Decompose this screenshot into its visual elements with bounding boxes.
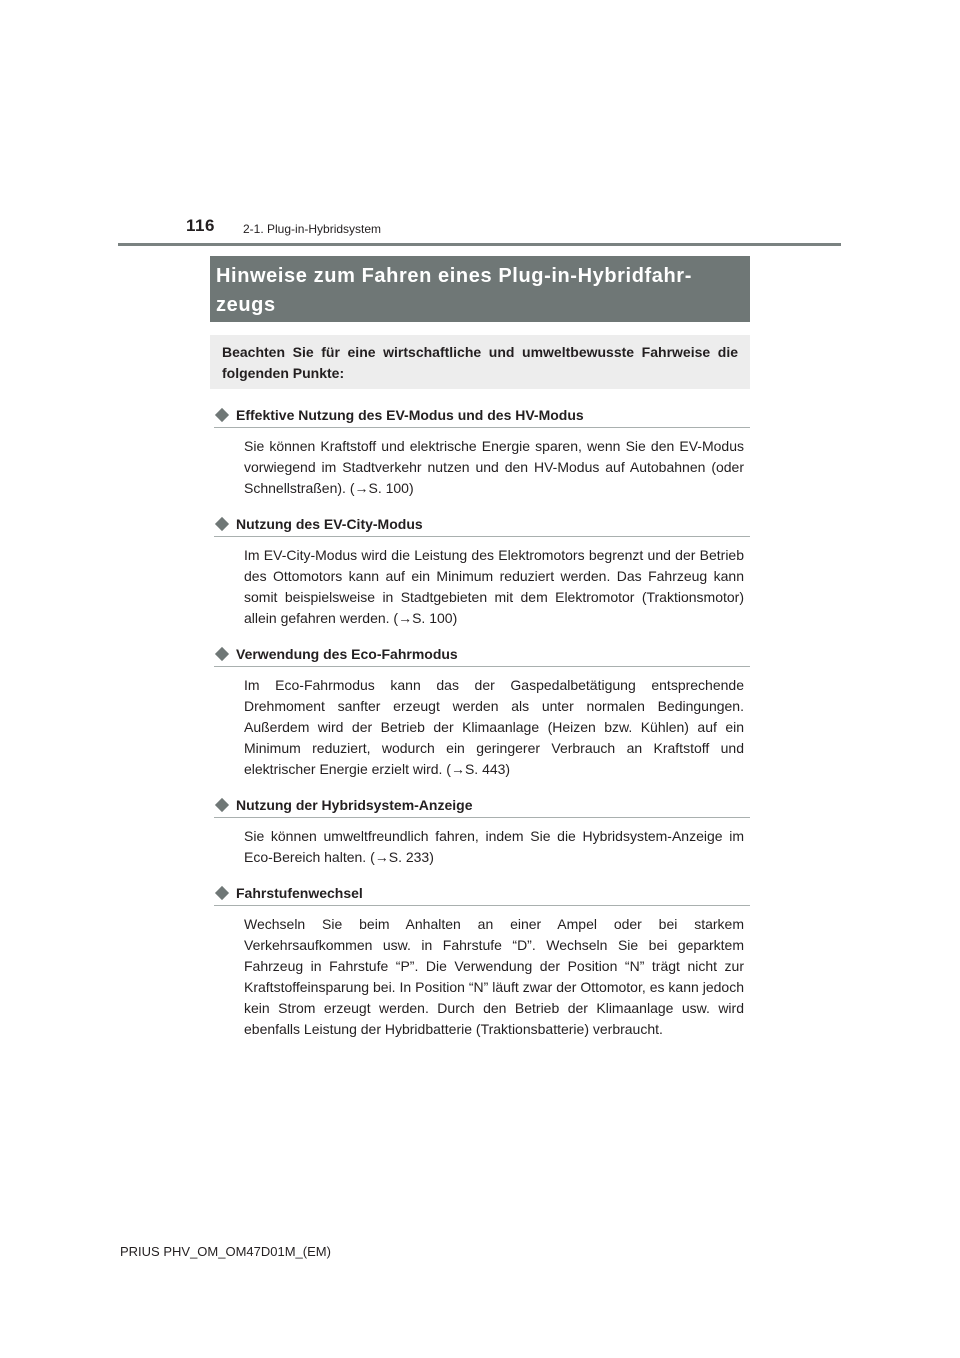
section-heading-text: Fahrstufenwechsel (236, 884, 363, 901)
section-heading (214, 882, 750, 906)
diamond-bullet-icon (215, 646, 229, 660)
diamond-bullet-icon (215, 885, 229, 899)
title-line-2: zeugs (216, 294, 276, 316)
section-heading-text: Verwendung des Eco-Fahrmodus (236, 645, 458, 662)
title-line-1: Hinweise zum Fahren eines Plug-in-Hybridfahr- (216, 265, 692, 287)
diamond-bullet-icon (215, 797, 229, 811)
section-reference: 2-1. Plug-in-Hybridsystem (243, 222, 382, 236)
section-body: Sie können umweltfreundlich fahren, indem Sie die Hybridsystem-Anzeige im Eco-Bereich halten. (→S. 233) (244, 828, 744, 865)
section-hybrid-indicator (214, 794, 750, 868)
section-body: Im Eco-Fahrmodus kann das der Gaspedalbetätigung entsprechende Drehmoment sanfter erzeugt werden als unter normalen Bedingungen. Außerdem wird der Betrieb der Klimaanlage (Heizen bzw. Kühlen) auf ein Minimum reduziert, wodurch ein geringerer Verbrauch an Kraftstoff und elektrischer Energie erzielt wird. (→S. 443) (244, 677, 744, 777)
section-heading (214, 794, 750, 818)
title-box (210, 256, 750, 322)
footer-doc-code: PRIUS PHV_OM_OM47D01M_(EM) (120, 1244, 331, 1259)
sections (214, 404, 750, 1040)
section-heading (214, 643, 750, 667)
diamond-bullet-icon (215, 407, 229, 421)
section-eco-mode (214, 643, 750, 780)
section-ev-hv-mode (214, 404, 750, 499)
section-heading-text: Effektive Nutzung des EV-Modus und des HV-Modus (236, 406, 584, 423)
section-body: Wechseln Sie beim Anhalten an einer Ampel oder bei starkem Verkehrsaufkommen usw. in Fahrstufe “D”. Wechseln Sie bei geparktem Fahrzeug in Fahrstufe “P”. Die Verwendung der Position “N” trägt nicht zur Kraftstoffeinsparung bei. In Position “N” läuft zwar der Ottomotor, es kann jedoch kein Strom erzeugt werden. Durch den Betrieb der Klimaanlage usw. wird ebenfalls Leistung der Hybridbatterie (Traktionsbatterie) verbraucht. (244, 916, 744, 1037)
intro-box: Beachten Sie für eine wirtschaftliche und umweltbewusste Fahrweise die folgenden Punkte: (210, 335, 750, 389)
header-rule (118, 243, 841, 246)
section-heading (214, 513, 750, 537)
section-heading-text: Nutzung der Hybridsystem-Anzeige (236, 796, 473, 813)
page-number: 116 (186, 216, 215, 235)
section-heading (214, 404, 750, 428)
section-shift-position (214, 882, 750, 1040)
section-heading-text: Nutzung des EV-City-Modus (236, 515, 423, 532)
section-body: Sie können Kraftstoff und elektrische Energie sparen, wenn Sie den EV-Modus vorwiegend im Stadtverkehr nutzen und den HV-Modus auf Autobahnen (oder Schnellstraßen). (→S. 100) (244, 438, 744, 496)
diamond-bullet-icon (215, 516, 229, 530)
section-ev-city-mode (214, 513, 750, 629)
page-title (216, 262, 750, 320)
section-body: Im EV-City-Modus wird die Leistung des Elektromotors begrenzt und der Betrieb des Ottomotors kann auf ein Minimum reduziert werden. Das Fahrzeug kann somit beispielsweise in Stadtgebieten mit dem Elektromotor (Traktionsmotor) allein gefahren werden. (→S. 100) (244, 547, 744, 626)
